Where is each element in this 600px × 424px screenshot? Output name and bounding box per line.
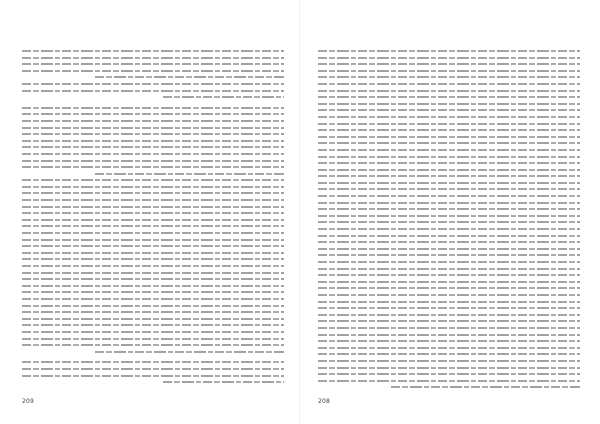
- page-number: 209: [22, 398, 35, 405]
- text-line: [318, 50, 580, 52]
- text-line: [22, 219, 284, 221]
- text-line: [22, 90, 284, 92]
- text-line: [22, 212, 284, 214]
- text-line: [22, 272, 284, 274]
- text-line: [22, 153, 284, 155]
- text-line: [22, 83, 284, 85]
- text-line: [22, 225, 284, 227]
- text-line: [318, 294, 580, 296]
- text-line: [318, 90, 580, 92]
- text-line: [318, 96, 580, 98]
- text-line: [22, 258, 284, 260]
- text-line: [22, 206, 284, 208]
- text-line: [22, 63, 284, 65]
- text-line: [318, 221, 580, 223]
- text-line: [318, 235, 580, 237]
- text-line: [318, 353, 580, 355]
- text-line: [318, 327, 580, 329]
- text-line: [318, 83, 580, 85]
- text-line: [318, 195, 580, 197]
- text-line: [318, 274, 580, 276]
- text-line: [318, 188, 580, 190]
- text-line: [22, 107, 284, 109]
- text-line: [318, 162, 580, 164]
- text-line: [22, 239, 284, 241]
- text-line: [22, 265, 284, 267]
- text-line: [318, 248, 580, 250]
- text-line: [95, 76, 284, 78]
- text-line: [318, 103, 580, 105]
- text-line: [318, 149, 580, 151]
- text-line: [318, 261, 580, 263]
- text-line: [318, 76, 580, 78]
- text-line: [318, 340, 580, 342]
- text-line: [318, 254, 580, 256]
- text-line: [318, 281, 580, 283]
- text-line: [318, 116, 580, 118]
- text-line: [95, 351, 284, 353]
- text-line: [163, 381, 284, 383]
- text-line: [318, 380, 580, 382]
- text-line: [22, 127, 284, 129]
- text-line: [318, 215, 580, 217]
- text-line: [318, 63, 580, 65]
- text-line: [95, 173, 284, 175]
- text-line: [318, 208, 580, 210]
- text-line: [22, 338, 284, 340]
- text-line: [318, 57, 580, 59]
- text-line: [318, 360, 580, 362]
- text-line: [22, 375, 284, 377]
- text-line: [22, 160, 284, 162]
- text-line: [22, 285, 284, 287]
- text-line: [318, 320, 580, 322]
- text-line: [318, 301, 580, 303]
- text-line: [318, 169, 580, 171]
- text-line: [22, 179, 284, 181]
- text-line: [22, 50, 284, 52]
- text-line: [163, 96, 284, 98]
- text-line: [22, 70, 284, 72]
- text-line: [22, 120, 284, 122]
- text-line: [318, 202, 580, 204]
- text-line: [22, 245, 284, 247]
- text-line: [318, 228, 580, 230]
- text-line: [22, 305, 284, 307]
- text-line: [22, 368, 284, 370]
- text-line: [318, 347, 580, 349]
- text-line: [22, 113, 284, 115]
- text-line: [318, 175, 580, 177]
- text-line: [318, 70, 580, 72]
- text-line: [22, 298, 284, 300]
- text-line: [22, 133, 284, 135]
- page-number: 208: [318, 398, 331, 405]
- text-line: [22, 318, 284, 320]
- text-line: [22, 57, 284, 59]
- text-line: [318, 314, 580, 316]
- text-line: [318, 182, 580, 184]
- text-line: [318, 129, 580, 131]
- text-line: [22, 140, 284, 142]
- text-line: [22, 146, 284, 148]
- text-line: [22, 344, 284, 346]
- text-line: [318, 334, 580, 336]
- text-line: [22, 192, 284, 194]
- text-line: [22, 278, 284, 280]
- text-line: [22, 186, 284, 188]
- text-line: [22, 311, 284, 313]
- text-line: [318, 123, 580, 125]
- right-page: [300, 0, 600, 424]
- text-line: [318, 241, 580, 243]
- text-line: [22, 291, 284, 293]
- text-line: [22, 324, 284, 326]
- text-line: [318, 307, 580, 309]
- text-line: [391, 386, 580, 388]
- right-page-text-block: [318, 50, 580, 388]
- text-line: [318, 268, 580, 270]
- text-line: [22, 166, 284, 168]
- text-line: [318, 367, 580, 369]
- text-line: [22, 252, 284, 254]
- text-line: [318, 142, 580, 144]
- left-page-text-block: [22, 50, 284, 388]
- text-line: [22, 199, 284, 201]
- text-line: [318, 109, 580, 111]
- text-line: [22, 361, 284, 363]
- text-line: [318, 136, 580, 138]
- text-line: [318, 156, 580, 158]
- text-line: [22, 232, 284, 234]
- text-line: [22, 331, 284, 333]
- text-line: [318, 373, 580, 375]
- text-line: [318, 287, 580, 289]
